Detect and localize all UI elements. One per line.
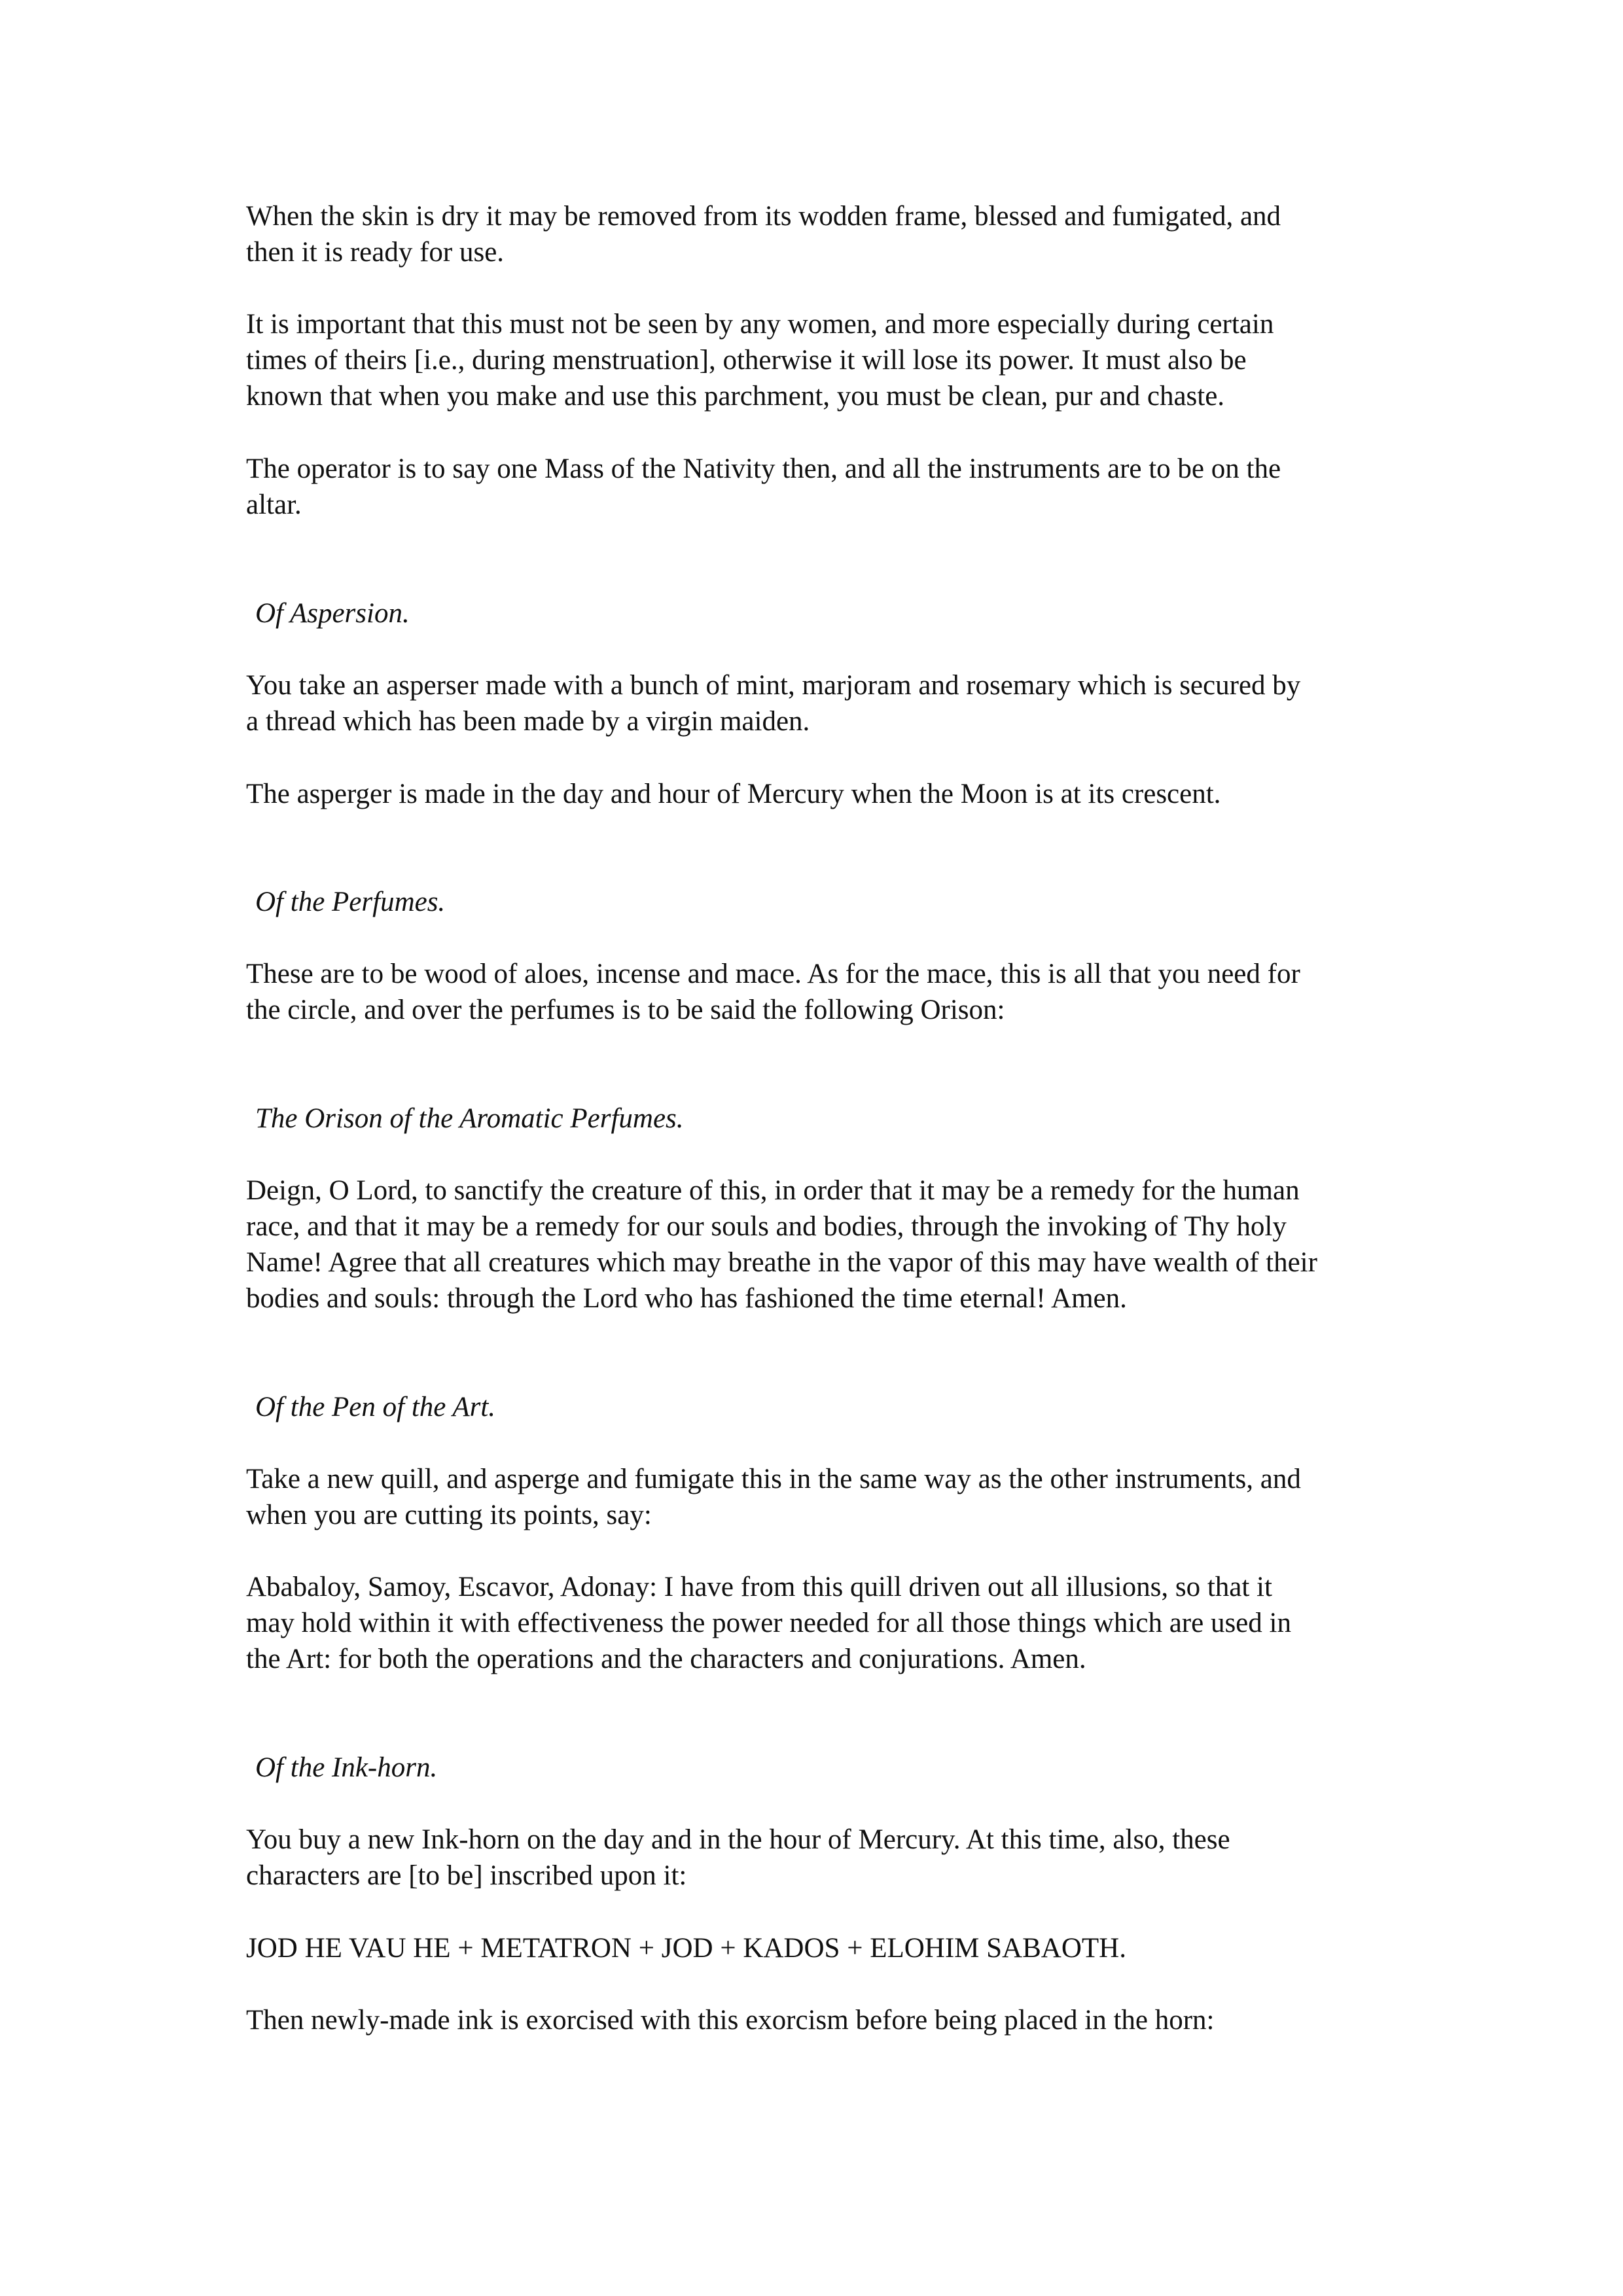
text-line: It is important that this must not be seen by any women, and more especially during certain xyxy=(246,309,1274,340)
heading-pen-of-the-art: Of the Pen of the Art. xyxy=(255,1392,496,1422)
text-line: may hold within it with effectiveness the power needed for all those things which are used in xyxy=(246,1608,1291,1638)
text-line: The operator is to say one Mass of the Nativity then, and all the instruments are to be on the xyxy=(246,453,1281,484)
text-line: a thread which has been made by a virgin maiden. xyxy=(246,706,810,737)
text-line: the circle, and over the perfumes is to be said the following Orison: xyxy=(246,995,1005,1025)
paragraph-perfumes xyxy=(246,956,1398,1028)
text-line: altar. xyxy=(246,489,302,520)
text-line: Ababaloy, Samoy, Escavor, Adonay: I have from this quill driven out all illusions, so that it xyxy=(246,1572,1272,1602)
text-line: times of theirs [i.e., during menstruation], otherwise it will lose its power. It must also be xyxy=(246,345,1247,376)
paragraph-divine-names xyxy=(246,1930,1398,1966)
heading-orison-aromatic-perfumes: The Orison of the Aromatic Perfumes. xyxy=(255,1103,684,1134)
text-line: These are to be wood of aloes, incense and mace. As for the mace, this is all that you need for xyxy=(246,959,1300,989)
text-line: when you are cutting its points, say: xyxy=(246,1500,652,1530)
text-line: Name! Agree that all creatures which may breathe in the vapor of this may have wealth of their xyxy=(246,1247,1317,1278)
text-line: You take an asperser made with a bunch of mint, marjoram and rosemary which is secured by xyxy=(246,670,1301,701)
text-line: characters are [to be] inscribed upon it: xyxy=(246,1860,687,1891)
text-line: Deign, O Lord, to sanctify the creature of this, in order that it may be a remedy for the human xyxy=(246,1175,1300,1206)
heading-of-the-perfumes: Of the Perfumes. xyxy=(255,887,446,917)
text-line: the Art: for both the operations and the characters and conjurations. Amen. xyxy=(246,1644,1086,1674)
text-line: race, and that it may be a remedy for our souls and bodies, through the invoking of Thy holy xyxy=(246,1211,1287,1242)
text-line: known that when you make and use this parchment, you must be clean, pur and chaste. xyxy=(246,381,1225,412)
text-line: bodies and souls: through the Lord who has fashioned the time eternal! Amen. xyxy=(246,1283,1127,1314)
paragraph-new-quill xyxy=(246,1461,1398,1533)
text-line: Take a new quill, and asperge and fumigate this in the same way as the other instruments, and xyxy=(246,1464,1301,1494)
text-line: JOD HE VAU HE + METATRON + JOD + KADOS + ELOHIM SABAOTH. xyxy=(246,1933,1126,1964)
heading-of-aspersion: Of Aspersion. xyxy=(255,598,410,629)
heading-of-the-ink-horn: Of the Ink-horn. xyxy=(255,1752,438,1783)
text-line: You buy a new Ink-horn on the day and in the hour of Mercury. At this time, also, these xyxy=(246,1824,1230,1855)
text-line: The asperger is made in the day and hour of Mercury when the Moon is at its crescent. xyxy=(246,779,1221,809)
paragraph-ink-exorcism xyxy=(246,2002,1398,2038)
paragraph-women-warning xyxy=(246,306,1398,414)
paragraph-asperser xyxy=(246,667,1398,739)
paragraph-asperger-made xyxy=(246,776,1398,812)
paragraph-quill-conjuration xyxy=(246,1569,1398,1677)
paragraph-mass-of-nativity xyxy=(246,451,1398,523)
paragraph-orison-text xyxy=(246,1173,1398,1316)
paragraph-new-ink-horn xyxy=(246,1822,1398,1894)
text-line: Then newly-made ink is exorcised with this exorcism before being placed in the horn: xyxy=(246,2005,1215,2036)
paragraph-skin-drying xyxy=(246,198,1398,270)
text-line: When the skin is dry it may be removed from its wodden frame, blessed and fumigated, and xyxy=(246,201,1281,232)
text-line: then it is ready for use. xyxy=(246,237,505,268)
